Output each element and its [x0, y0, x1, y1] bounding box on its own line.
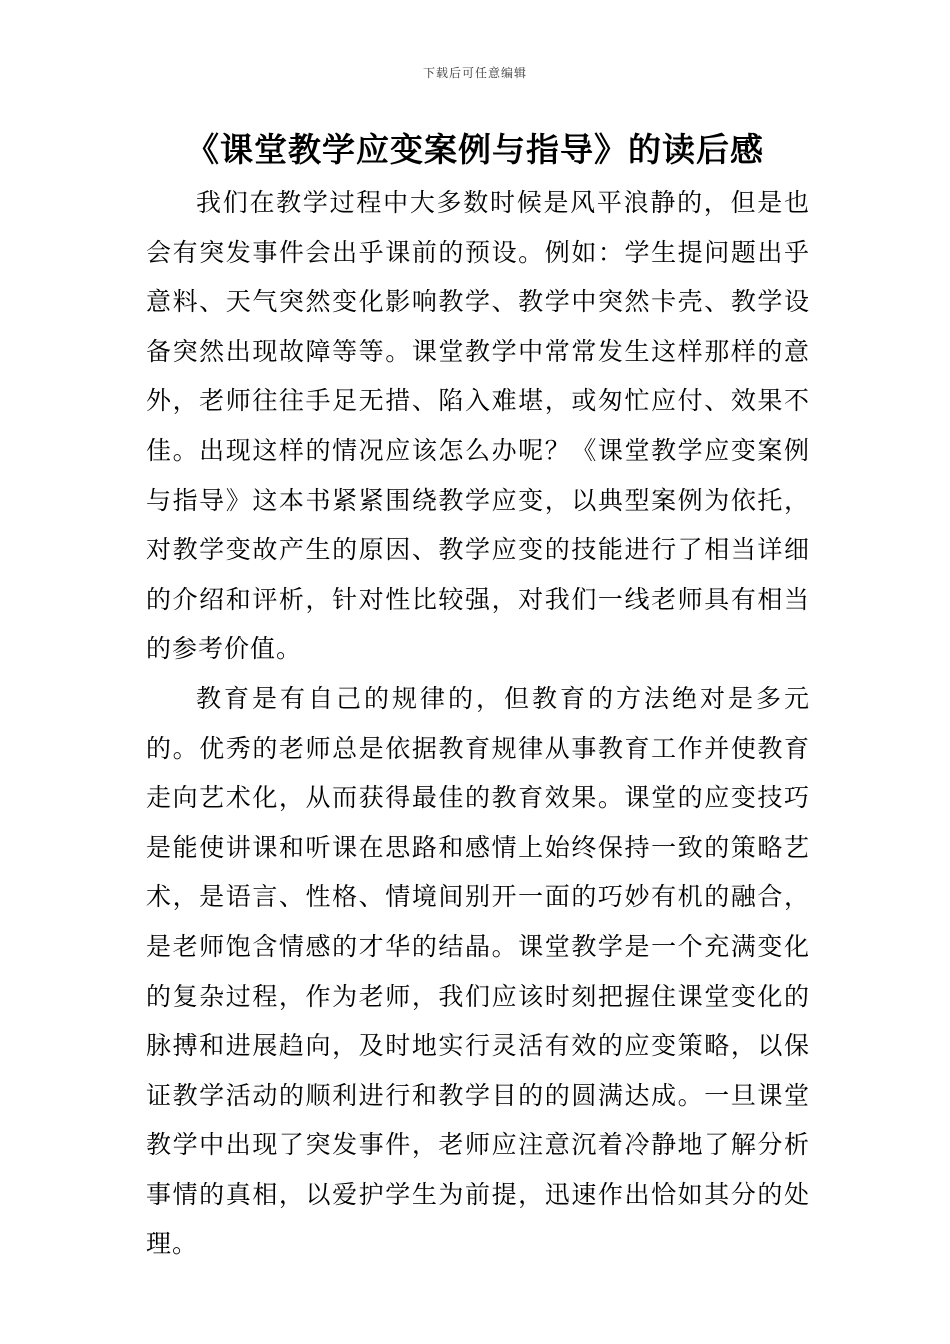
document-body	[146, 178, 810, 1269]
paragraph-2: 教育是有自己的规律的，但教育的方法绝对是多元的。优秀的老师总是依据教育规律从事教育工作并使教育走向艺术化，从而获得最佳的教育效果。课堂的应变技巧是能使讲课和听课在思路和感情上始终保持一致的策略艺术，是语言、性格、情境间别开一面的巧妙有机的融合，是老师饱含情感的才华的结晶。课堂教学是一个充满变化的复杂过程，作为老师，我们应该时刻把握住课堂变化的脉搏和进展趋向，及时地实行灵活有效的应变策略，以保证教学活动的顺利进行和教学目的的圆满达成。一旦课堂教学中出现了突发事件，老师应注意沉着冷静地了解分析事情的真相，以爱护学生为前提，迅速作出恰如其分的处理。	[146, 683, 810, 1259]
paragraph-1: 我们在教学过程中大多数时候是风平浪静的，但是也会有突发事件会出乎课前的预设。例如：学生提问题出乎意料、天气突然变化影响教学、教学中突然卡壳、教学设备突然出现故障等等。课堂教学中常常发生这样那样的意外，老师往往手足无措、陷入难堪，或匆忙应付、效果不佳。出现这样的情况应该怎么办呢？《课堂教学应变案例与指导》这本书紧紧围绕教学应变，以典型案例为依托，对教学变故产生的原因、教学应变的技能进行了相当详细的介绍和评析，针对性比较强，对我们一线老师具有相当的参考价值。	[146, 188, 810, 664]
document-title: 《课堂教学应变案例与指导》的读后感	[186, 130, 764, 169]
header-note: 下载后可任意编辑	[422, 66, 527, 80]
